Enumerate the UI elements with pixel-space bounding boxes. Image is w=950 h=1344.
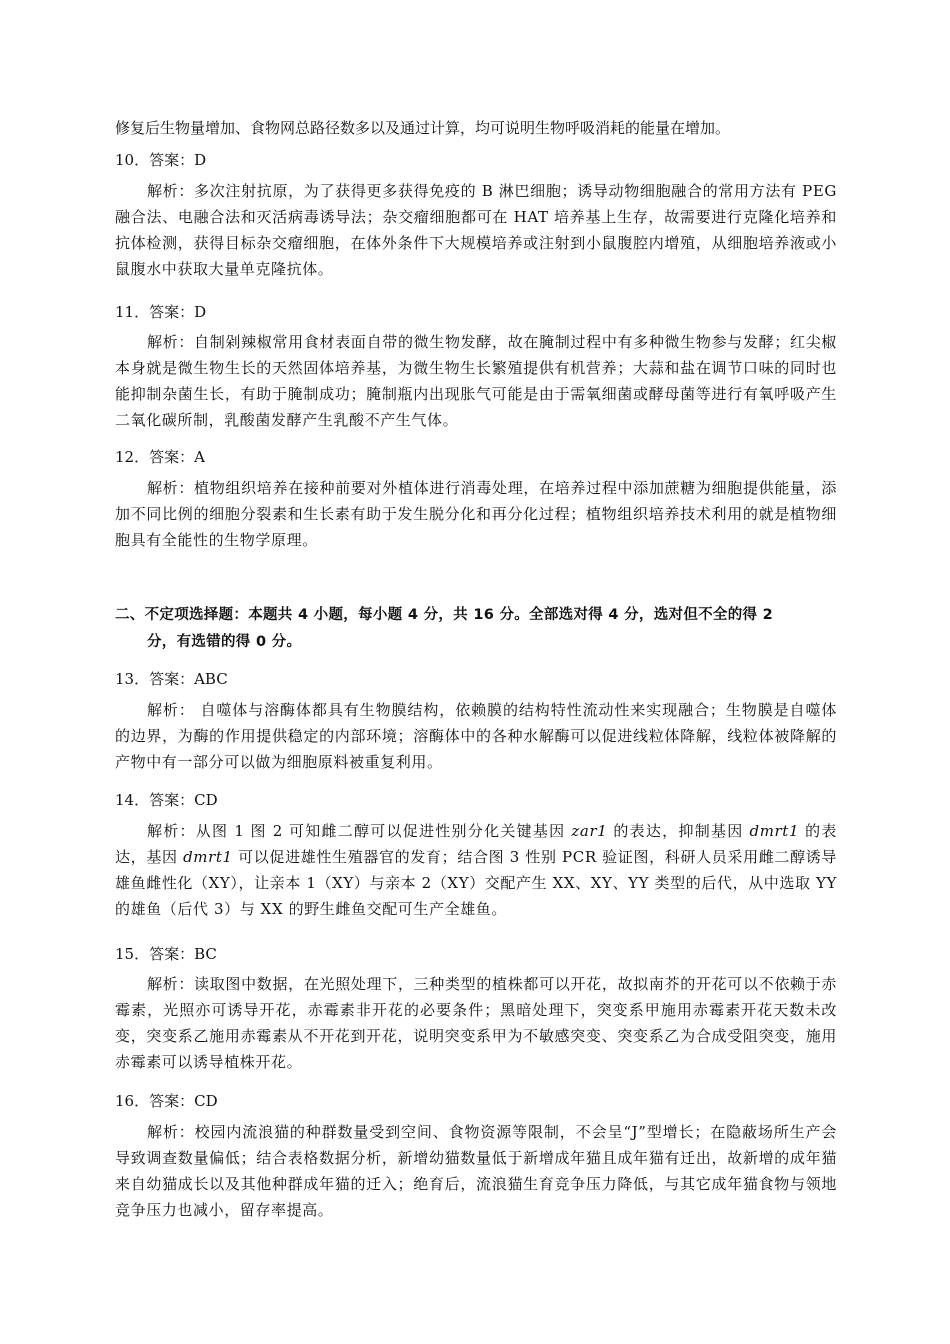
section-heading <box>115 602 839 656</box>
q14-text-4: 可以促进雄性生殖器官的发育；结合图 3 性别 PCR 验证图，科研人员采用雌二醇诱导雄鱼雌性化（XY），让亲本 1（XY）与亲本 2（XY）交配产生 XX、XY、YY 类型的后代，从中选取 YY 的雄鱼（后代 3）与 XX 的野生雌鱼交配可生产全雄鱼。 <box>115 848 837 918</box>
q11-answer: 11．答案：D <box>115 303 207 321</box>
q10-answer: 10．答案：D <box>115 151 207 169</box>
q14-answer: 14．答案：CD <box>115 791 218 809</box>
intro-line: 修复后生物量增加、食物网总路径数多以及通过计算，均可说明生物呼吸消耗的能量在增加。 <box>115 119 731 137</box>
q16-answer: 16．答案：CD <box>115 1092 218 1110</box>
q10-analysis: 解析：多次注射抗原，为了获得更多获得免疫的 B 淋巴细胞；诱导动物细胞融合的常用方法有 PEG 融合法、电融合法和灭活病毒诱导法；杂交瘤细胞都可在 HAT 培养基上生存，故需要进行克隆化培养和抗体检测，获得目标杂交瘤细胞，在体外条件下大规模培养或注射到小鼠腹腔内增殖，从细胞培养液或小鼠腹水中获取大量单克隆抗体。 <box>115 182 837 278</box>
q16-analysis: 解析：校园内流浪猫的种群数量受到空间、食物资源等限制，不会呈“J”型增长；在隐蔽场所生产会导致调查数量偏低；结合表格数据分析，新增幼猫数量低于新增成年猫且成年猫有迁出，故新增的成年猫来自幼猫成长以及其他种群成年猫的迁入；绝育后，流浪猫生育竞争压力降低，与其它成年猫食物与领地竞争压力也减小，留存率提高。 <box>115 1123 837 1219</box>
q13-answer: 13．答案：ABC <box>115 670 228 688</box>
q12-answer: 12．答案：A <box>115 448 205 466</box>
q14-analysis <box>115 818 837 922</box>
q14-text-2: 的表达，抑制基因 <box>607 822 750 840</box>
q13-analysis: 解析： 自噬体与溶酶体都具有生物膜结构，依赖膜的结构特性流动性来实现融合；生物膜是自噬体的边界，为酶的作用提供稳定的内部环境；溶酶体中的各种水解酶可以促进线粒体降解，线粒体被降解的产物中有一部分可以做为细胞原料被重复利用。 <box>115 701 837 771</box>
q11-analysis: 解析：自制剁辣椒常用食材表面自带的微生物发酵，故在腌制过程中有多种微生物参与发酵；红尖椒本身就是微生物生长的天然固体培养基，为微生物生长繁殖提供有机营养；大蒜和盐在调节口味的同时也能抑制杂菌生长，有助于腌制成功；腌制瓶内出现胀气可能是由于需氧细菌或酵母菌等进行有氧呼吸产生二氧化碳所制，乳酸菌发酵产生乳酸不产生气体。 <box>115 333 837 429</box>
q14-text-3: 的表达，基因 <box>115 822 837 866</box>
q15-answer: 15．答案：BC <box>115 945 217 963</box>
section-heading-line1: 二、不定项选择题：本题共 4 小题，每小题 4 分，共 16 分。全部选对得 4 分，选对但不全的得 2 <box>115 607 774 623</box>
q12-analysis: 解析：植物组织培养在接种前要对外植体进行消毒处理，在培养过程中添加蔗糖为细胞提供能量，添加不同比例的细胞分裂素和生长素有助于发生脱分化和再分化过程；植物组织培养技术利用的就是植物细胞具有全能性的生物学原理。 <box>115 479 837 549</box>
section-heading-line2: 分，有选错的得 0 分。 <box>147 634 302 650</box>
q15-analysis: 解析：读取图中数据，在光照处理下，三种类型的植株都可以开花，故拟南芥的开花可以不依赖于赤霉素，光照亦可诱导开花，赤霉素非开花的必要条件；黑暗处理下，突变系甲施用赤霉素开花天数未改变，突变系乙施用赤霉素从不开花到开花，说明突变系甲为不敏感突变、突变系乙为合成受阻突变，施用赤霉素可以诱导植株开花。 <box>115 975 837 1071</box>
gene-zar1: zar1 <box>571 822 608 840</box>
gene-dmrt1-2: dmrt1 <box>183 848 233 866</box>
gene-dmrt1: dmrt1 <box>749 822 800 840</box>
q14-text-1: 解析：从图 1 图 2 可知雌二醇可以促进性别分化关键基因 <box>147 822 572 840</box>
